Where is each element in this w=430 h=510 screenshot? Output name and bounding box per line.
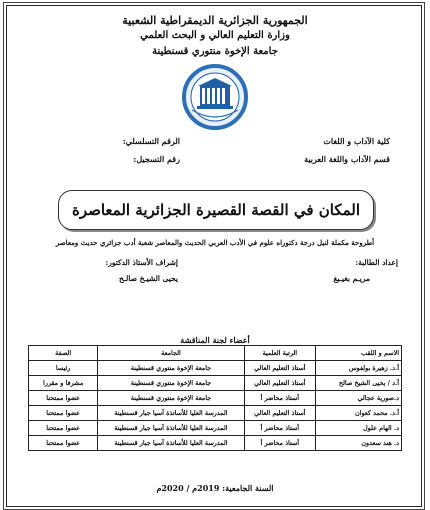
- member-rank: أستاذ محاضر أ: [244, 436, 315, 451]
- faculty-label: كلية الآداب و اللغات: [323, 136, 390, 146]
- member-name: د. الهام علول: [315, 421, 401, 436]
- member-role: عضوا ممتحنا: [29, 391, 98, 406]
- header-rank: الرتبة العلمية: [244, 346, 315, 361]
- member-role: مشرفا و مقررا: [29, 376, 98, 391]
- table-row: [29, 421, 402, 436]
- member-name: أ.د. محمد كعوان: [315, 406, 401, 421]
- ministry-heading: وزارة التعليم العالي و البحث العلمي: [140, 30, 290, 41]
- member-rank: أستاذ التعليم العالي: [244, 376, 315, 391]
- member-name: أ.د / يحيى الشيخ صالح: [315, 376, 401, 391]
- thesis-title: المكان في القصة القصيرة الجزائرية المعاصرة: [71, 201, 361, 219]
- member-university: جامعة الإخوة منتوري قسنطينة: [98, 361, 244, 376]
- academic-year: السنة الجامعية: 2019م / 2020م: [156, 483, 274, 493]
- table-row: [29, 361, 402, 376]
- member-name: د.صورية عجالي: [315, 391, 401, 406]
- thesis-title-box: [58, 190, 374, 230]
- thesis-description: أطروحة مكملة لنيل درجة دكتوراه علوم في الأدب العربي الحديث والمعاصر شعبة أدب جزائري حديث ومعاصر: [55, 238, 375, 247]
- member-name: أ.د. زهيرة بولفوس: [315, 361, 401, 376]
- republic-heading: الجمهورية الجزائرية الديمقراطية الشعبية: [122, 14, 308, 27]
- student-name: مريـم بغيـبغ: [333, 274, 370, 283]
- header-university: الجامعة: [98, 346, 244, 361]
- supervisor-label: إشراف الأستاذ الدكتور:: [105, 258, 178, 267]
- committee-title: أعضاء لجنة المناقشة: [180, 335, 250, 345]
- committee-header-row: [29, 346, 402, 361]
- student-label: إعداد الطالبة:: [355, 258, 398, 267]
- member-role: عضوا ممتحنا: [29, 436, 98, 451]
- member-role: رئيسا: [29, 361, 98, 376]
- member-university: المدرسة العليا للأساتذة آسيا جبار قسنطينة: [98, 436, 244, 451]
- header-role: الصفة: [29, 346, 98, 361]
- department-label: قسم الآداب واللغة العربية: [304, 154, 390, 164]
- member-rank: أستاذ محاضر أ: [244, 391, 315, 406]
- member-role: عضوا ممتحنا: [29, 421, 98, 436]
- member-university: المدرسة العليا للأساتذة آسيا جبار قسنطينة: [98, 421, 244, 436]
- table-row: [29, 436, 402, 451]
- table-row: [29, 376, 402, 391]
- member-university: جامعة الإخوة منتوري قسنطينة: [98, 376, 244, 391]
- member-rank: أستاذ محاضر أ: [244, 421, 315, 436]
- serial-number-label: الرقم التسلسلي:: [122, 136, 180, 146]
- committee-table: [28, 345, 402, 451]
- member-name: د. هند سعدون: [315, 436, 401, 451]
- member-role: عضوا ممتحنا: [29, 406, 98, 421]
- table-row: [29, 406, 402, 421]
- member-university: المدرسة العليا للأساتذة آسيا جبار قسنطينة: [98, 406, 244, 421]
- university-logo: [180, 64, 250, 130]
- supervisor-name: يحيى الشيـخ صالـح: [118, 274, 178, 283]
- member-rank: أستاذ التعليم العالي: [244, 406, 315, 421]
- header-name: الاسم و اللقب: [315, 346, 401, 361]
- member-rank: أستاذ التعليم العالي: [244, 361, 315, 376]
- university-heading: جامعة الإخوة منتوري قسنطينة: [152, 46, 278, 57]
- member-university: جامعة الإخوة منتوري قسنطينة: [98, 391, 244, 406]
- registration-number-label: رقم التسجيل:: [133, 154, 180, 164]
- table-row: [29, 391, 402, 406]
